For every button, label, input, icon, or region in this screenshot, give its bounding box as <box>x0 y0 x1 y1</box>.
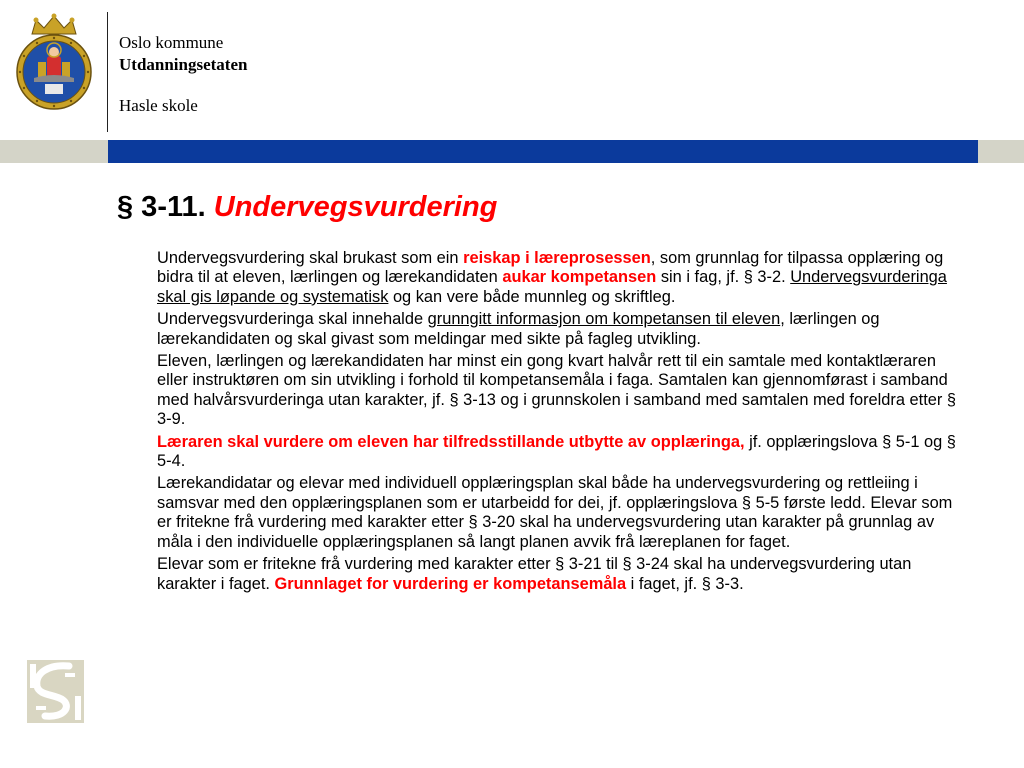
p1-text-e: sin i fag, jf. § 3-2. <box>656 268 791 287</box>
p4-text-b: jf. opplæringslova § 5-1 og § 5-4. <box>157 432 956 471</box>
paragraph-4 <box>157 433 969 472</box>
header-divider <box>107 12 108 132</box>
p1-highlight-tool: reiskap i læreprosessen <box>463 249 651 267</box>
title-prefix: § 3-11. <box>117 191 214 223</box>
header-band <box>0 140 1024 163</box>
p1-underlined: Undervegsvurderinga skal gis løpande og systematisk <box>157 268 947 306</box>
p5-text: Lærekandidatar og elevar med individuell opplæringsplan skal både ha undervegsvurdering og rettleiing i samsvar med den opplæringsplanen som er utarbeidd for dei, jf. opplæringslova § 5-5 første ledd. Elevar som er fritekne frå vurdering med karakter etter § 3-20 skal ha undervegsvurdering utan karakter på grunnlag av måla i den individuelle opplæringsplanen så langt planen avvik frå læreplanen for faget. <box>157 474 953 551</box>
paragraph-2 <box>157 310 969 349</box>
p2-underlined: grunngitt informasjon om kompetansen til eleven <box>427 310 781 329</box>
slide-title <box>117 191 497 224</box>
p6-text-a: Elevar som er fritekne frå vurdering med karakter etter § 3-21 til § 3-24 skal ha undervegsvurdering utan karakter i faget. <box>157 555 912 593</box>
p6-highlight: Grunnlaget for vurdering er kompetansemåla <box>274 574 627 593</box>
oslo-coat-of-arms-icon <box>14 12 94 112</box>
oslo-emblem-icon <box>27 660 84 723</box>
org-name: Oslo kommune <box>119 33 224 52</box>
p1-text-g: og kan vere både munnleg og skriftleg. <box>388 287 676 306</box>
organization-block <box>119 32 247 117</box>
p1-text-c: , som grunnlag for tilpassa opplæring og bidra til at eleven, lærlingen og lærekandidaten <box>157 249 944 287</box>
paragraph-3 <box>157 352 969 430</box>
p2-text-a: Undervegsvurderinga skal innehalde <box>157 310 428 329</box>
title-main: Undervegsvurdering <box>213 191 498 223</box>
header-band-blue <box>108 140 978 163</box>
slide-body <box>157 249 969 597</box>
school-name: Hasle skole <box>119 96 198 115</box>
p6-text-c: i faget, jf. § 3-3. <box>626 574 744 593</box>
department-name: Utdanningsetaten <box>119 55 248 74</box>
p4-highlight: Læraren skal vurdere om eleven har tilfredsstillande utbytte av opplæringa, <box>157 432 745 451</box>
p3-text: Eleven, lærlingen og lærekandidaten har minst ein gong kvart halvår rett til ein samtale med kontaktlæraren eller instruktøren om sin utvikling i forhold til kompetansemåla i faga. Samtalen kan gjennomførast i samband med halvårsvurderinga utan karakter, jf. § 3-13 og i grunnskolen i samband med samtalen med foreldra etter § 3-9. <box>157 352 957 429</box>
paragraph-1 <box>157 249 969 307</box>
paragraph-6 <box>157 555 969 594</box>
p2-text-c: , lærlingen og lærekandidaten og skal givast som meldingar med sikte på fagleg utvikling. <box>157 310 880 348</box>
paragraph-5 <box>157 474 969 552</box>
p1-highlight-competence: aukar kompetansen <box>502 268 657 287</box>
p1-text-a: Undervegsvurdering skal brukast som ein <box>157 249 464 267</box>
